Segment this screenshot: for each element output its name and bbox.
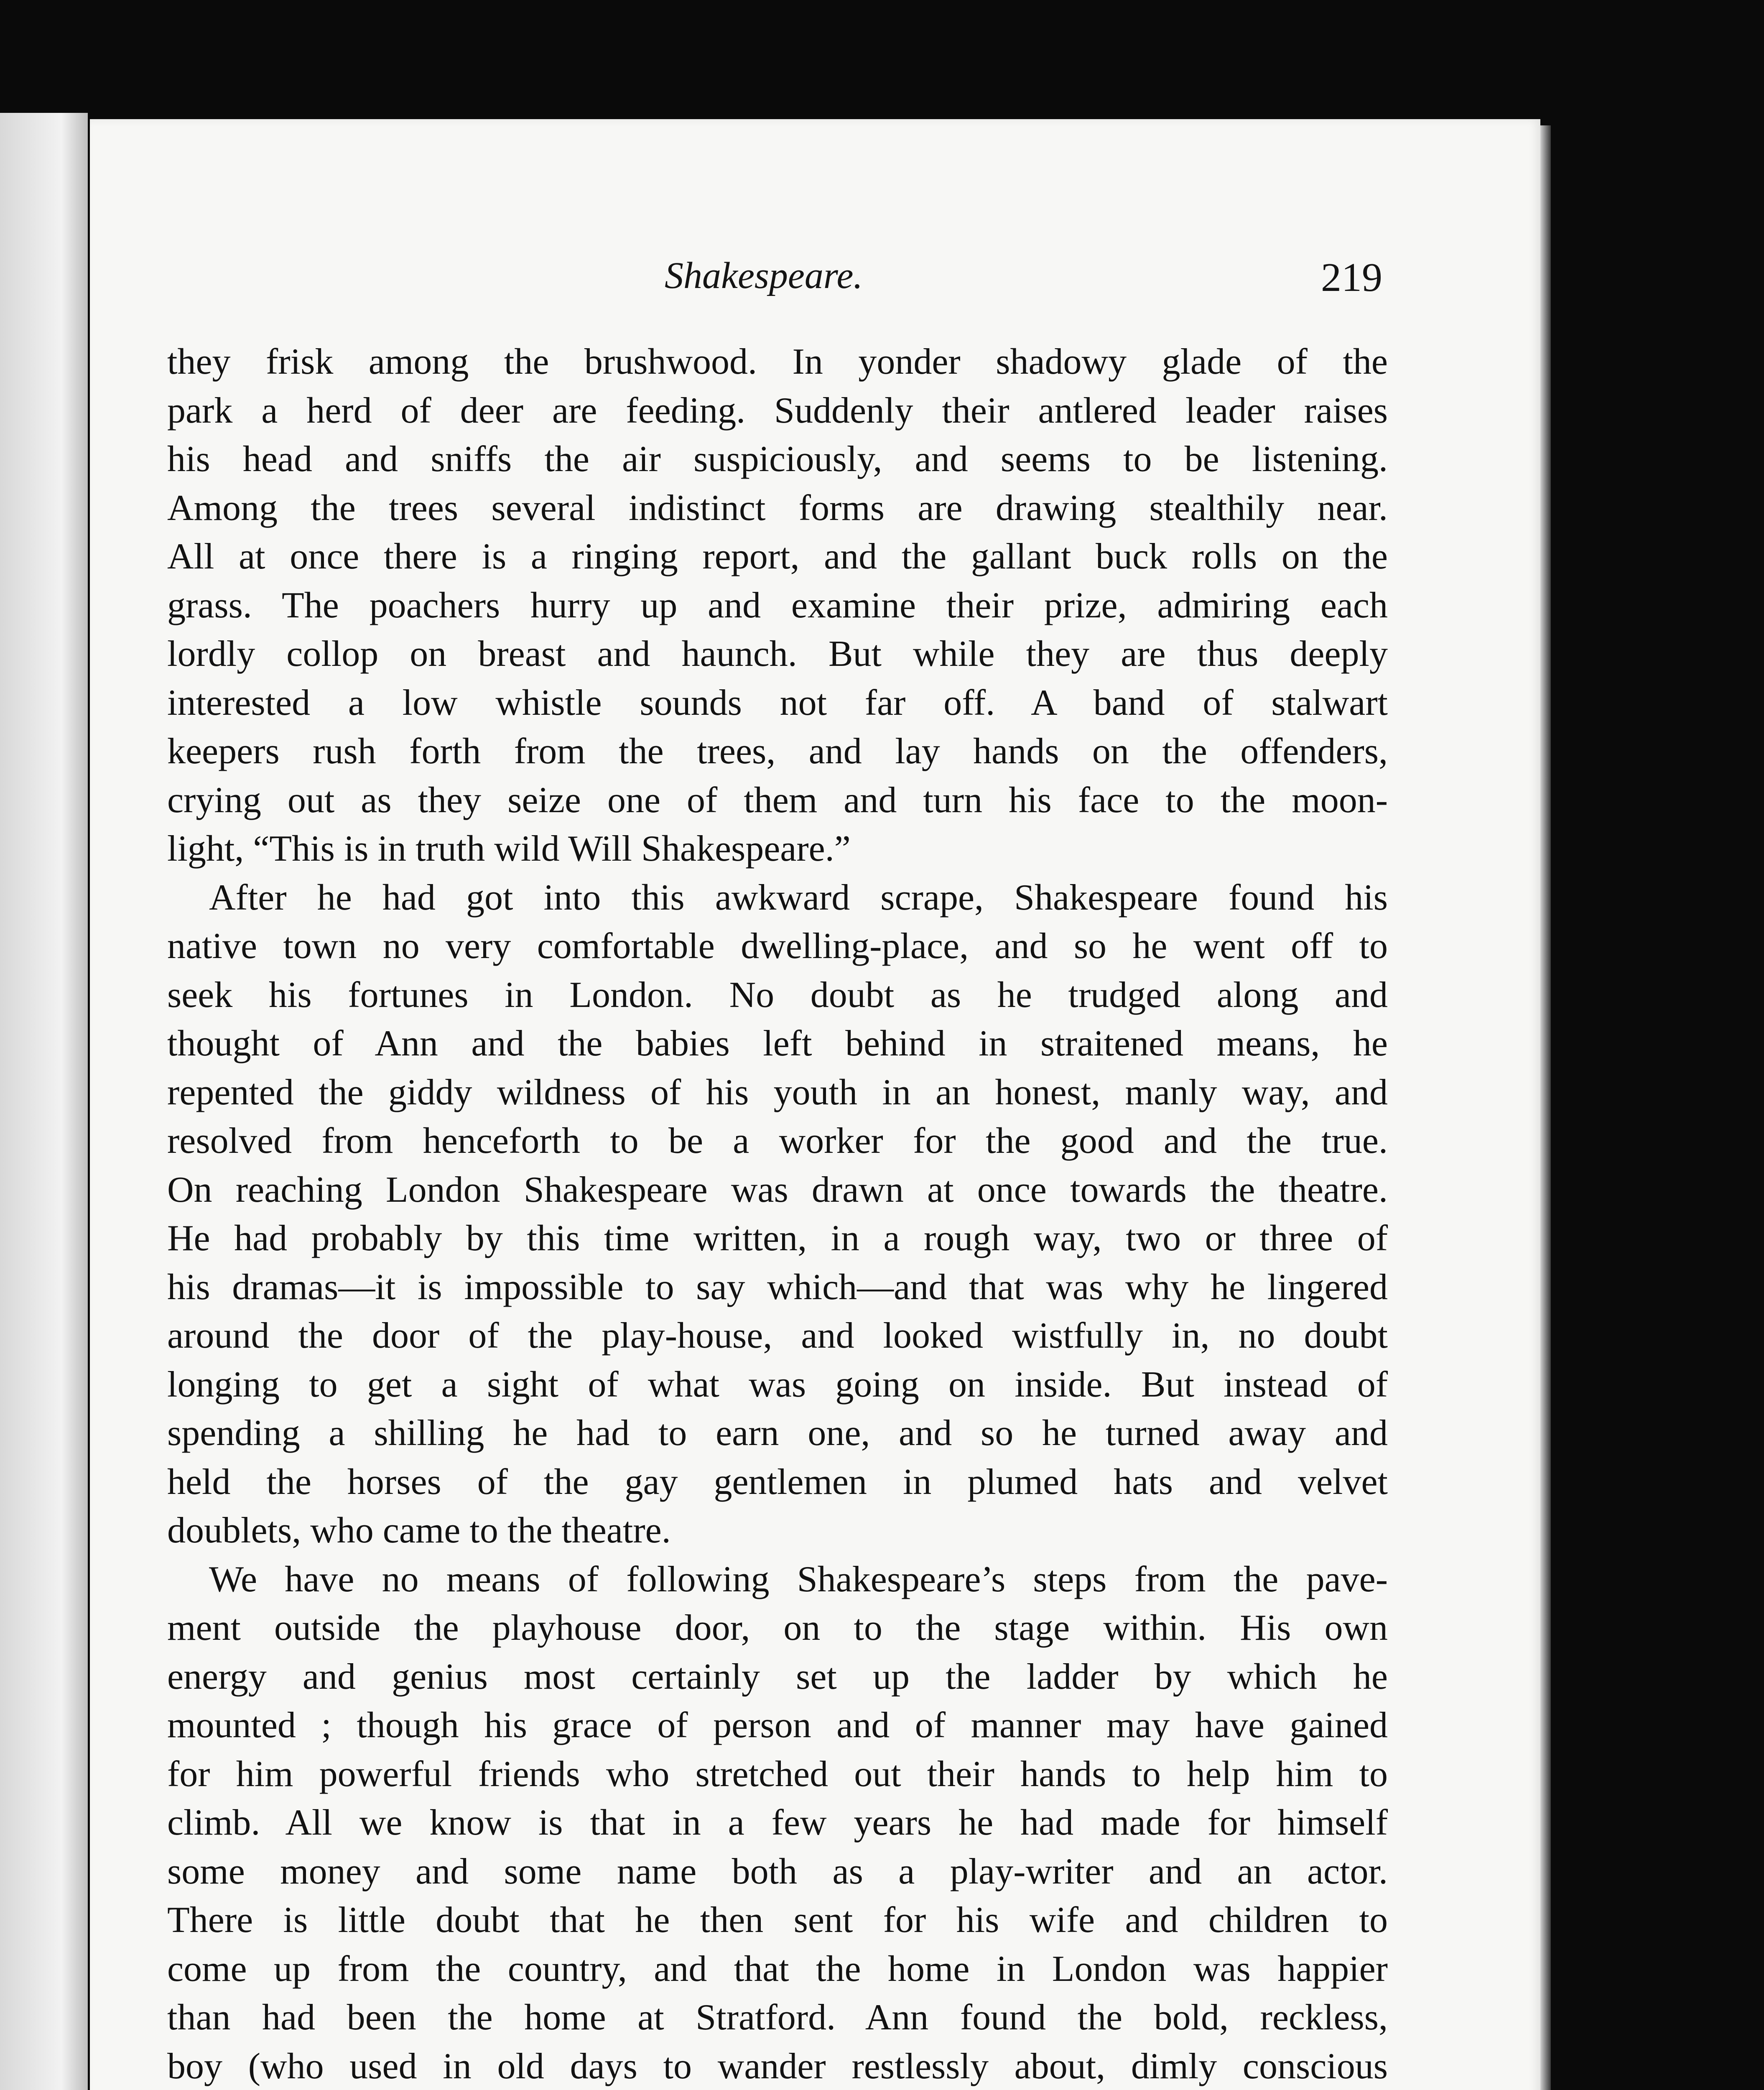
- text-line: thought of Ann and the babies left behind in straitened means, he: [167, 1023, 1388, 1064]
- text-line: climb. All we know is that in a few years he had made for himself: [167, 1802, 1388, 1843]
- text-line: held the horses of the gay gentlemen in plumed hats and velvet: [167, 1461, 1388, 1502]
- text-line: his dramas—it is impossible to say which—and that was why he lingered: [167, 1267, 1388, 1308]
- text-line: crying out as they seize one of them and turn his face to the moon-: [167, 780, 1388, 821]
- text-line: lordly collop on breast and haunch. But while they are thus deeply: [167, 634, 1388, 674]
- text-line: they frisk among the brushwood. In yonder shadowy glade of the: [167, 342, 1388, 382]
- text-line: On reaching London Shakespeare was drawn at once towards the theatre.: [167, 1169, 1388, 1210]
- text-line: come up from the country, and that the home in London was happier: [167, 1948, 1388, 1989]
- text-line: interested a low whistle sounds not far off. A band of stalwart: [167, 682, 1388, 723]
- text-line: spending a shilling he had to earn one, and so he turned away and: [167, 1413, 1388, 1453]
- body-text: [167, 338, 1388, 2090]
- facing-page-edge: [0, 113, 88, 2090]
- text-line: native town no very comfortable dwelling-place, and so he went off to: [167, 926, 1388, 966]
- text-line: some money and some name both as a play-writer and an actor.: [167, 1851, 1388, 1892]
- page-edge-shadow: [1540, 125, 1551, 2090]
- text-line: grass. The poachers hurry up and examine their prize, admiring each: [167, 585, 1388, 626]
- paragraph-end-line: light, “This is in truth wild Will Shakespeare.”: [167, 828, 851, 869]
- text-line: He had probably by this time written, in a rough way, two or three of: [167, 1218, 1388, 1259]
- text-line: keepers rush forth from the trees, and lay hands on the offenders,: [167, 731, 1388, 772]
- text-line: boy (who used in old days to wander restlessly about, dimly conscious: [167, 2046, 1388, 2087]
- paragraph-end-line: doublets, who came to the theatre.: [167, 1510, 671, 1551]
- text-line: longing to get a sight of what was going on inside. But instead of: [167, 1364, 1388, 1405]
- paragraph-start-line: We have no means of following Shakespeare’s steps from the pave-: [209, 1559, 1388, 1600]
- text-line: repented the giddy wildness of his youth in an honest, manly way, and: [167, 1072, 1388, 1113]
- running-head: Shakespeare.: [665, 255, 863, 296]
- text-line: park a herd of deer are feeding. Suddenly their antlered leader raises: [167, 390, 1388, 431]
- paragraph-start-line: After he had got into this awkward scrape, Shakespeare found his: [209, 877, 1388, 918]
- text-line: There is little doubt that he then sent for his wife and children to: [167, 1900, 1388, 1940]
- text-line: around the door of the play-house, and looked wistfully in, no doubt: [167, 1315, 1388, 1356]
- text-line: energy and genius most certainly set up the ladder by which he: [167, 1656, 1388, 1697]
- text-line: seek his fortunes in London. No doubt as he trudged along and: [167, 974, 1388, 1015]
- text-line: than had been the home at Stratford. Ann found the bold, reckless,: [167, 1997, 1388, 2038]
- text-line: resolved from henceforth to be a worker for the good and the true.: [167, 1121, 1388, 1161]
- text-line: his head and sniffs the air suspiciously, and seems to be listening.: [167, 439, 1388, 479]
- text-line: Among the trees several indistinct forms are drawing stealthily near.: [167, 487, 1388, 528]
- text-line: ment outside the playhouse door, on to the stage within. His own: [167, 1608, 1388, 1648]
- page-number: 219: [1321, 255, 1382, 300]
- text-line: All at once there is a ringing report, and the gallant buck rolls on the: [167, 536, 1388, 577]
- text-line: for him powerful friends who stretched out their hands to help him to: [167, 1754, 1388, 1794]
- text-line: mounted ; though his grace of person and of manner may have gained: [167, 1705, 1388, 1746]
